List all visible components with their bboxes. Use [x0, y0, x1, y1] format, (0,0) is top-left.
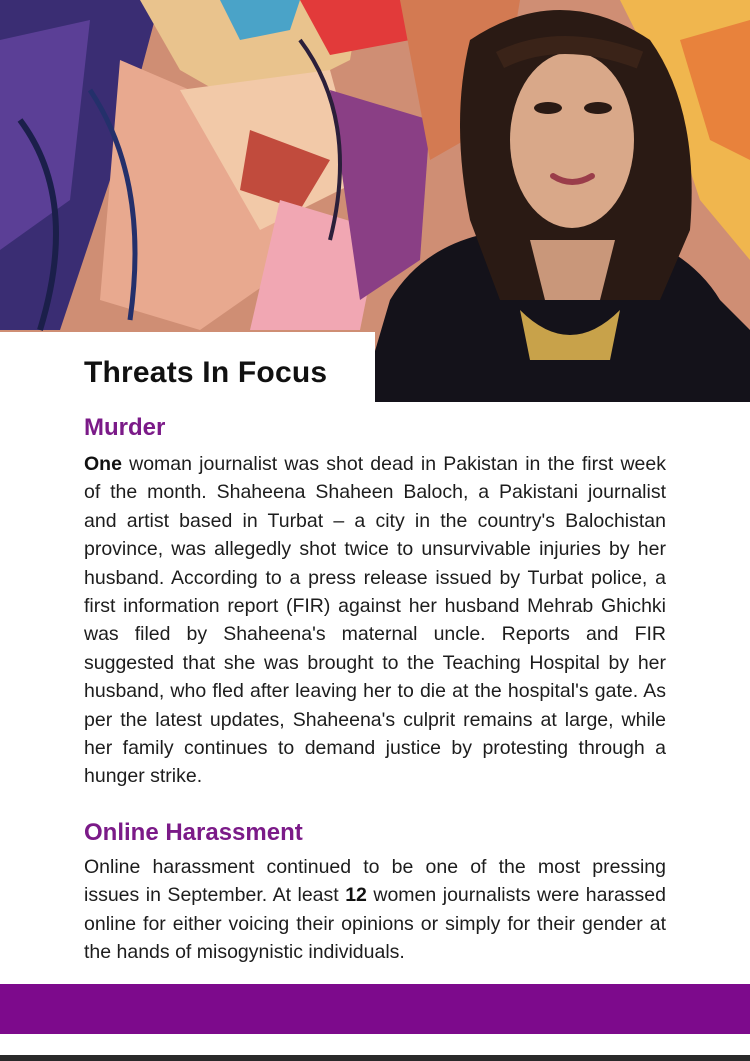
section-heading-online-harassment: Online Harassment	[84, 819, 303, 846]
murder-lead-bold: One	[84, 453, 122, 475]
harassment-count: 12	[345, 884, 367, 907]
bottom-strip	[0, 1055, 750, 1061]
section-heading-murder: Murder	[84, 414, 166, 441]
page-title: Threats In Focus	[84, 356, 328, 389]
harassment-paragraph	[84, 853, 666, 967]
murder-body: woman journalist was shot dead in Pakistan in the first week of the month. Shaheena Shaheen Baloch, a Pakistani journalist and artist based in Turbat – a city in the country's Balochistan province, was allegedly shot twice to unsurvivable injuries by her husband. According to a press release issued by Turbat police, a first information report (FIR) against her husband Mehrab Ghichki was filed by Shaheena's maternal uncle. Reports and FIR suggested that she was brought to the Teaching Hospital by her husband, who fled after leaving her to die at the hospital's gate. As per the latest updates, Shaheena's culprit remains at large, while her family continues to demand justice by protesting through a hunger strike.	[84, 453, 666, 788]
murder-paragraph	[84, 450, 666, 791]
harassment-body-after: women journalists were harassed online for either voicing their opinions or simply for their gender at the hands of misogynistic individuals.	[84, 884, 666, 964]
footer-band	[0, 984, 750, 1034]
harassment-body-before: Online harassment continued to be one of the most pressing issues in September. At least	[84, 856, 666, 907]
